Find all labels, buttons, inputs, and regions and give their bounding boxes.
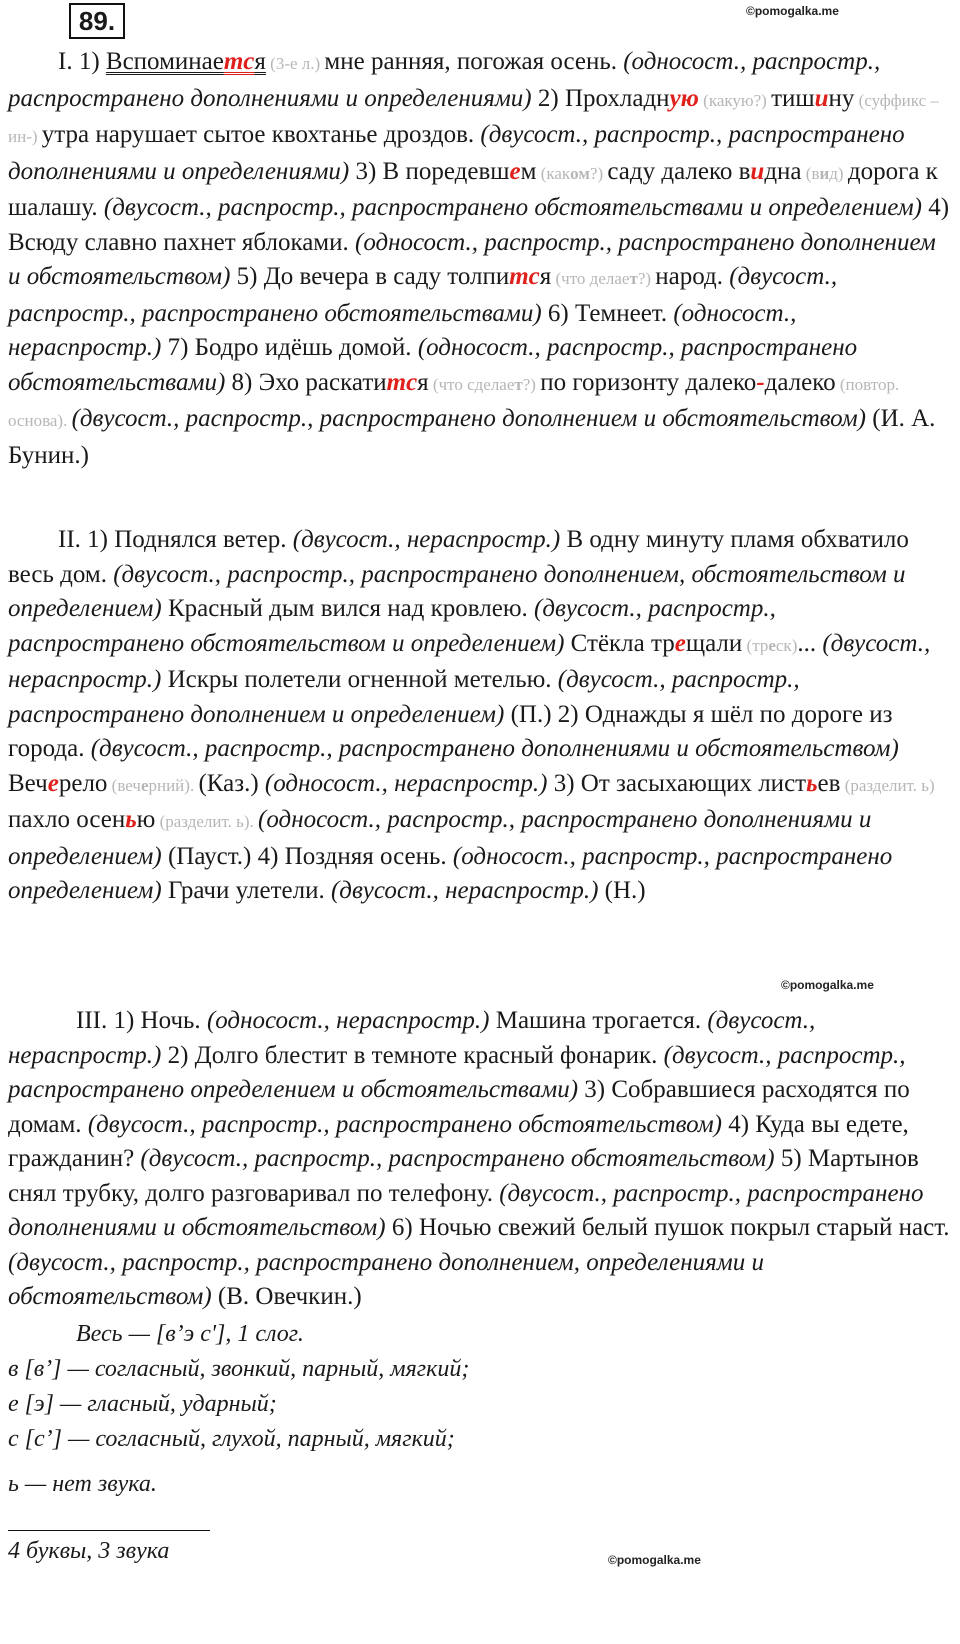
- text: I. 1): [58, 48, 106, 75]
- analysis: (двусост., распростр., распространено дополнением, обстоятельством и определением): [8, 560, 906, 622]
- text: ев: [817, 769, 841, 797]
- analysis: (двусост., нераспростр.): [292, 526, 561, 553]
- analysis: (односост., распростр., распространено дополнениями и определениями): [8, 48, 881, 112]
- hint: (повтор. основа).: [8, 374, 900, 430]
- text: 4) Всюду славно пахнет яблоками.: [8, 194, 950, 256]
- hint-part: ?): [637, 269, 656, 288]
- highlight-letter: тс: [509, 263, 540, 290]
- highlight-letter: е: [509, 157, 521, 185]
- hint-part: (что делае: [551, 269, 630, 288]
- analysis: (двусост., распростр., распространено дополнением, определениями и обстоятельством): [8, 1248, 764, 1310]
- phonetic-title: Весь — [в’э с'], 1 слог.: [76, 1321, 304, 1347]
- text: 7) Бодро идёшь домой.: [161, 334, 418, 361]
- hint: [429, 375, 541, 394]
- text: Стёкла тр: [564, 629, 675, 657]
- text: II. 1) Поднялся ветер.: [58, 526, 293, 553]
- text: (Каз.): [198, 769, 265, 797]
- hint-part: (как: [536, 163, 571, 183]
- text: (Пауст.) 4) Поздняя осень.: [161, 842, 453, 870]
- hint: [551, 269, 655, 288]
- text: утра нарушает сытое квохтанье дроздов.: [41, 121, 481, 148]
- text: В одну минуту пламя обхватило весь дом.: [8, 526, 909, 588]
- watermark: ©pomogalka.me: [781, 978, 874, 992]
- watermark: ©pomogalka.me: [608, 1553, 701, 1567]
- text: ...: [797, 629, 823, 657]
- analysis: (двусост., распростр., распространено дополнениями и обстоятельством): [90, 735, 899, 762]
- hint-part: д): [829, 163, 848, 183]
- hint: (суффикс –ин-): [8, 90, 939, 146]
- text: (И. А. Бунин.): [8, 405, 936, 469]
- text: 5) Мартынов снял трубку, долго разговаривал по телефону.: [8, 1145, 919, 1207]
- text: (В. Овечкин.): [211, 1283, 362, 1310]
- text: рело: [58, 769, 108, 797]
- hint-part: е: [140, 775, 149, 795]
- text: пахло осен: [8, 806, 126, 833]
- analysis: (двусост., распростр., распространено обстоятельством): [87, 1110, 722, 1138]
- analysis: (двусост., распростр., распространено обстоятельствами): [8, 263, 838, 327]
- analysis: (односост., нераспростр.): [206, 1007, 490, 1034]
- paragraph-part-2: [8, 523, 950, 909]
- text: 3) От засыхающих лист: [547, 769, 807, 797]
- analysis: (двусост., нераспростр.): [8, 1007, 816, 1069]
- analysis: (односост., распростр., распространено дополнениями и определением): [8, 806, 872, 870]
- text: Веч: [8, 769, 48, 797]
- analysis: (двусост., распростр., распространено дополнением и обстоятельством): [71, 405, 866, 432]
- analysis: (двусост., нераспростр.): [330, 877, 599, 904]
- hint: [802, 164, 848, 183]
- analysis: (односост., нераспростр.): [264, 769, 548, 797]
- text: дна: [764, 157, 802, 185]
- highlight-letter: -: [756, 368, 765, 396]
- highlight-letter: ую: [669, 84, 699, 112]
- text: тиш: [771, 84, 815, 112]
- text: Машина трогается.: [489, 1007, 708, 1034]
- highlight-letter: и: [750, 157, 765, 185]
- hint: (разделит. ь): [840, 775, 935, 795]
- hint: [107, 776, 198, 795]
- paragraph-part-1: [8, 45, 950, 473]
- paragraph-part-3: [8, 1004, 950, 1315]
- text: народ.: [655, 263, 730, 290]
- text: Красный дым вился над кровлею.: [161, 595, 535, 622]
- text: ю: [136, 806, 156, 833]
- highlight-letter: тс: [223, 48, 255, 75]
- divider: [8, 1530, 210, 1531]
- text: ну: [828, 84, 855, 112]
- highlight-letter: е: [47, 769, 59, 797]
- hint: (разделит. ь).: [155, 812, 259, 831]
- hint-part: (что сделае: [428, 374, 515, 394]
- text: Искры полетели огненной метелью.: [161, 666, 558, 693]
- text: 3) В поредевш: [349, 157, 510, 185]
- text: щали: [685, 629, 743, 657]
- text: Грачи улетели.: [161, 877, 331, 904]
- analysis: (двусост., распростр., распространено обстоятельствами и определением): [103, 194, 923, 221]
- text: мне ранняя, погожая осень.: [324, 48, 624, 75]
- hint-part: и: [819, 163, 830, 183]
- text: 3) Собравшиеся расходятся по домам.: [8, 1076, 910, 1138]
- analysis: (двусост., распростр., распространено дополнениями и определениями): [8, 121, 905, 185]
- analysis: (двусост., распростр., распространено дополнением и определением): [8, 666, 800, 728]
- analysis: (двусост., нераспростр.): [8, 629, 931, 693]
- text: (Н.): [598, 877, 646, 904]
- analysis: (двусост., распростр., распространено дополнениями и обстоятельством): [8, 1179, 924, 1241]
- hint-part: ?): [522, 374, 541, 394]
- highlight-letter: ь: [806, 769, 818, 797]
- text: саду далеко в: [607, 157, 751, 185]
- highlight-letter: е: [674, 629, 686, 657]
- text: по горизонту далеко: [540, 368, 757, 396]
- phonetic-line: с [с’] — согласный, глухой, парный, мягкий;: [8, 1426, 455, 1452]
- phonetic-summary: 4 буквы, 3 звука: [8, 1538, 170, 1564]
- exercise-number: 89.: [69, 3, 125, 39]
- analysis: (односост., распростр., распространено дополнением и обстоятельством): [8, 228, 936, 290]
- word: я: [254, 48, 266, 75]
- phonetic-line: в [в’] — согласный, звонкий, парный, мягкий;: [8, 1356, 470, 1382]
- text: 8) Эхо раскати: [225, 368, 387, 396]
- text: далеко: [764, 368, 836, 396]
- text: 5) До вечера в саду толпи: [230, 263, 510, 290]
- analysis: (односост., распростр., распространено определением): [8, 842, 893, 904]
- analysis: (двусост., распростр., распространено обстоятельством и определением): [8, 595, 776, 657]
- text: я: [539, 263, 552, 290]
- text: м: [520, 157, 537, 185]
- hint-part: т: [629, 269, 638, 288]
- hint-part: ?): [589, 163, 608, 183]
- hint-part: (в: [801, 163, 820, 183]
- hint: [536, 164, 607, 183]
- hint: (какую?): [698, 90, 772, 110]
- text: 2) Долго блестит в темноте красный фонарик.: [161, 1041, 664, 1069]
- text: 6) Темнеет.: [541, 299, 674, 327]
- hint-part: ом: [570, 163, 590, 183]
- hint: (3-е л.): [265, 54, 325, 73]
- hint-part: е: [768, 635, 776, 655]
- hint: [742, 636, 797, 655]
- text: (П.) 2) Однажды я шёл по дороге из города.: [8, 700, 893, 762]
- highlight-letter: и: [814, 84, 829, 112]
- text: 6) Ночью свежий белый пушок покрыл старый наст.: [385, 1214, 950, 1241]
- analysis: (двусост., распростр., распространено обстоятельством): [140, 1145, 775, 1172]
- highlight-letter: ь: [125, 806, 137, 833]
- analysis: (односост., нераспростр.): [8, 299, 797, 361]
- hint-part: (тр: [742, 635, 769, 655]
- word: Вспоминае: [105, 48, 224, 75]
- hint-part: ск): [775, 635, 798, 655]
- phonetic-line: е [э] — гласный, ударный;: [8, 1391, 277, 1417]
- text: дорога к шалашу.: [8, 157, 938, 221]
- hint-part: т: [514, 374, 523, 394]
- text: 2) Прохладн: [531, 84, 670, 112]
- text: III. 1) Ночь.: [76, 1007, 207, 1034]
- analysis: (двусост., распростр., распространено определением и обстоятельствами): [8, 1041, 906, 1103]
- hint-part: рний).: [148, 775, 199, 795]
- watermark: ©pomogalka.me: [746, 4, 839, 18]
- analysis: (односост., распростр., распространено обстоятельствами): [8, 334, 858, 396]
- highlight-letter: тс: [386, 368, 418, 396]
- text: 4) Куда вы едете, гражданин?: [8, 1110, 909, 1172]
- phonetic-line: ь — нет звука.: [8, 1471, 157, 1497]
- text: я: [417, 368, 429, 396]
- hint-part: (веч: [107, 775, 141, 795]
